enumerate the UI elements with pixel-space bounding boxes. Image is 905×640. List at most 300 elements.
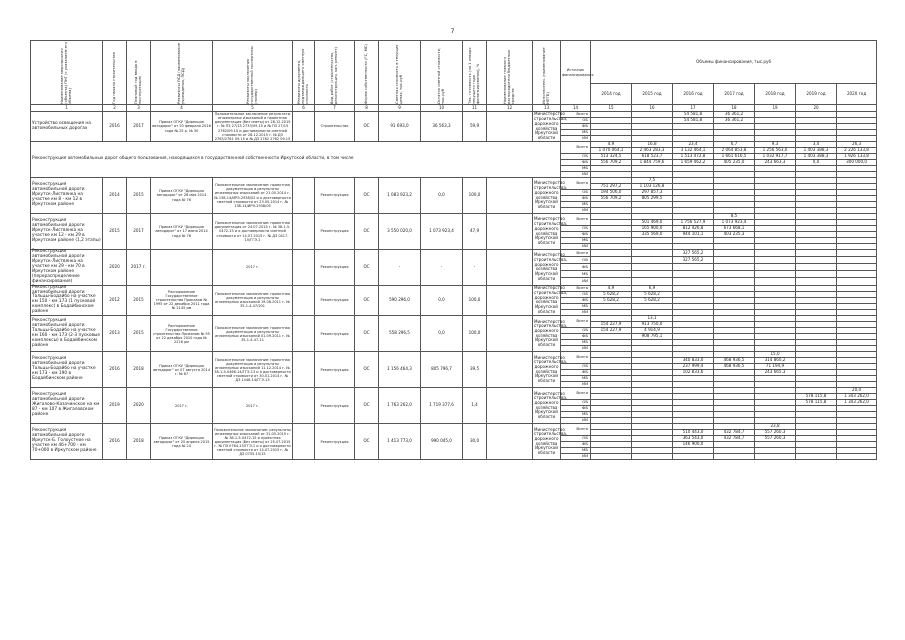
value-cell: 751 297,2	[591, 184, 632, 190]
funding-source: Всего	[561, 388, 591, 400]
header-text: Источник финансирования	[562, 68, 594, 77]
funding-source: ОБ	[561, 364, 591, 370]
responsible-ministry: Министерство строительства, дорожного хозяйства Иркутской области	[533, 214, 561, 250]
object-name: Реконструкция автомобильной дороги Иркутск-Листвянка на участке км 29 - км 70 в Иркутском районе (перераспределение финансирования)	[31, 250, 103, 286]
value-cell: 165 900,0	[632, 226, 673, 232]
value-cell: 146 900,0	[673, 442, 714, 448]
value-cell	[796, 250, 837, 257]
estimated-cost: 590 296,0	[379, 285, 421, 316]
ownership: ОС	[355, 424, 379, 460]
value-cell: 4,9	[591, 285, 632, 291]
header-cell	[315, 41, 355, 105]
header-cell	[379, 41, 421, 105]
cost-document	[293, 388, 315, 424]
column-number: 13	[533, 105, 561, 112]
funding-source: ФБ	[561, 370, 591, 376]
expertise-details: 2017 г.	[213, 388, 293, 424]
ownership: ОС	[355, 285, 379, 316]
value-cell: 5 628,2	[632, 291, 673, 297]
value-cell: 1 403 388,3	[796, 154, 837, 160]
funding-source: ОБ	[561, 118, 591, 124]
start-year: 2013	[103, 316, 127, 352]
column-number: 16	[632, 105, 673, 112]
object-name: Реконструкция автомобильной дороги Тальцы-Бодайбо на участке км 150 - км 173 (1 пусковой комплекс) в Бодайбинском районе	[31, 285, 103, 316]
value-cell	[591, 454, 632, 460]
value-cell	[755, 454, 796, 460]
value-cell	[714, 257, 755, 264]
psd-details: Распоряжение Государственное строительство Приказом № 1995 от 22 декабря 2011 года № 2145 рм	[151, 285, 213, 316]
funding-source: МБ	[561, 271, 591, 278]
column-number: 10	[421, 105, 463, 112]
cost-document	[293, 352, 315, 388]
section-title: Реконструкция автомобильных дорог общего пользования, находящихся в государственной собственности Иркутской области, в том числе	[31, 142, 561, 178]
value-cell: 578 115,8	[796, 400, 837, 406]
header-text: Вид работ (строительство, реконструкция, кап. ремонт)	[330, 47, 339, 104]
funding-source: МБ	[561, 130, 591, 136]
value-cell: 15,0	[755, 352, 796, 358]
funding-source: ОБ	[561, 154, 591, 160]
funding-source: МБ	[561, 376, 591, 382]
column-number: 14	[561, 105, 591, 112]
value-cell: 1 103 126,8	[632, 184, 673, 190]
column-number: 2	[103, 105, 127, 112]
responsible-ministry: Министерство строительства, дорожного хозяйства Иркутской области	[533, 424, 561, 460]
value-cell: 556 709,2	[591, 196, 632, 202]
value-cell: 501 469,0	[632, 220, 673, 226]
value-cell: 102 833,6	[673, 370, 714, 376]
header-cell	[31, 41, 103, 105]
start-year: 2020	[103, 250, 127, 286]
header-cell	[421, 41, 463, 105]
year-header: 2019 год	[796, 84, 837, 105]
funding-source: ФБ	[561, 196, 591, 202]
value-cell: 5 628,2	[591, 291, 632, 297]
funding-source: ФБ	[561, 264, 591, 271]
value-cell: 1 343 262,0	[837, 394, 877, 400]
funding-source: Всего	[561, 424, 591, 436]
work-type: Реконструкция	[315, 178, 355, 214]
value-cell: 1 661 616,5	[714, 154, 755, 160]
start-year: 2016	[103, 424, 127, 460]
value-cell: 8,5	[714, 214, 755, 220]
value-cell: 4,9	[591, 142, 632, 148]
header-cell	[533, 41, 561, 105]
value-cell	[591, 257, 632, 264]
column-number: 17	[673, 105, 714, 112]
ownership: ОС	[355, 316, 379, 352]
value-cell: 1 756 527,9	[673, 220, 714, 226]
value-cell	[673, 264, 714, 271]
funding-source: МБ	[561, 303, 591, 309]
header-text: Исполнитель (наименование НПТБ)	[542, 47, 551, 104]
expertise-details: 2017 г.	[213, 250, 293, 286]
value-cell: 194 506,0	[591, 190, 632, 196]
object-name: Реконструкция автомобильной дороги Иркутск-Листвянка на участке км 8 - км 12 в Иркутском районе	[31, 178, 103, 214]
end-year: 2017	[127, 112, 151, 142]
value-cell: 3,4	[796, 142, 837, 148]
value-cell	[714, 264, 755, 271]
column-number: 8	[355, 105, 379, 112]
start-year: 2014	[103, 178, 127, 214]
readiness: 47,9	[463, 214, 487, 250]
year-header: 2020 год	[837, 84, 877, 105]
value-cell	[673, 278, 714, 285]
funding-source: ИИ	[561, 454, 591, 460]
value-cell	[796, 454, 837, 460]
remaining-cost: 1 719 377,6	[421, 388, 463, 424]
value-cell: 340 833,0	[673, 358, 714, 364]
funding-source: МБ	[561, 412, 591, 418]
start-year: 2016	[103, 352, 127, 388]
value-cell	[837, 264, 877, 271]
header-text: Реквизиты заключения государственной экспертизы (номер)	[246, 46, 259, 104]
header-cell	[127, 41, 151, 105]
value-cell	[632, 454, 673, 460]
value-cell: 26,3	[837, 142, 877, 148]
funding-source: Всего	[561, 285, 591, 291]
object-name: Реконструкция автомобильной дороги Тальцы-Бодайбо на участке км 160 - км 173 (2-3 пусковые комплексы) в Бодайбинском районе	[31, 316, 103, 352]
value-cell: 432 784,7	[714, 436, 755, 442]
page-number: 7	[450, 28, 455, 35]
end-year: 2018	[127, 424, 151, 460]
start-year: 2019	[103, 388, 127, 424]
funding-source: ФБ	[561, 406, 591, 412]
estimated-cost: 91 693,0	[379, 112, 421, 142]
expertise-details: Положительное заключение: проектная документация от 24.07.2015 г. № 38-1-5-0472-15 и о достоверности сметной стоимости от 14.07.2015 г. № ДЗ 0417-15/ГГЭ-1	[213, 214, 293, 250]
funding-source: ИИ	[561, 244, 591, 250]
funding-source: Всего	[561, 250, 591, 257]
value-cell: 23,4	[673, 142, 714, 148]
value-cell	[714, 250, 755, 257]
column-number	[837, 105, 877, 112]
value-cell: 36 361,2	[714, 118, 755, 124]
value-cell	[755, 264, 796, 271]
funding-source: ФБ	[561, 442, 591, 448]
funding-source: ИИ	[561, 172, 591, 178]
start-year: 2012	[103, 285, 127, 316]
header-cell	[487, 41, 533, 105]
value-cell: 1 032 917,7	[755, 154, 796, 160]
funding-source: ФБ	[561, 297, 591, 303]
funding-source: ОБ	[561, 190, 591, 196]
year-header: 2017 год	[714, 84, 755, 105]
value-cell	[796, 264, 837, 271]
end-year: 2015	[127, 178, 151, 214]
value-cell: 16,8	[632, 142, 673, 148]
funding-source: Всего	[561, 142, 591, 154]
end-year: 2015	[127, 285, 151, 316]
value-cell: 944 101,1	[673, 232, 714, 238]
estimated-cost: 1 413 773,0	[379, 424, 421, 460]
value-cell	[837, 278, 877, 285]
funding-source: МБ	[561, 238, 591, 244]
year-header: 2014 год	[591, 84, 632, 105]
value-cell: 297 857,3	[632, 190, 673, 196]
estimated-cost: 1 763 262,0	[379, 388, 421, 424]
header-text: Форма собственности (ГС, МС)	[364, 44, 369, 104]
object-name: Реконструкция автомобильной дороги Жигалово-Казачинское на км 87 - км 107 в Жигаловском районе	[31, 388, 103, 424]
funding-source: Всего	[561, 178, 591, 190]
funding-source: ОБ	[561, 328, 591, 334]
cost-document	[293, 112, 315, 142]
value-cell: 1 844 759,6	[632, 160, 673, 166]
psd-details	[151, 250, 213, 286]
psd-details: Распоряжение Государственное строительство Приказом № 95 от 22 декабря 2010 года № 2216 рм	[151, 316, 213, 352]
value-cell: 556 709,2	[591, 160, 632, 166]
value-cell: 812 426,8	[673, 226, 714, 232]
value-cell: 327 565,2	[673, 250, 714, 257]
value-cell: 4 914,9	[632, 328, 673, 334]
value-cell	[837, 250, 877, 257]
value-cell	[837, 257, 877, 264]
estimated-cost: 3 550 020,0	[379, 214, 421, 250]
value-cell: 3 132 464,1	[673, 148, 714, 154]
expertise-details: Положительное заключение: результаты инженерных изысканий от 31.05.2015 г. № 38-1-5-0472-15 и проектная документация (без сметы) от 25.07.2015 г. № ПЗ 0764-15/ГГЭ-1 и о достоверности сметной стоимости от 14.07.2015 г. № ДЗ 0755-15/15	[213, 424, 293, 460]
readiness: 39,5	[463, 352, 487, 388]
work-type: Реконструкция	[315, 250, 355, 286]
value-cell	[714, 271, 755, 278]
value-cell: 1 073 923,4	[714, 220, 755, 226]
value-cell: 510 443,0	[673, 430, 714, 436]
value-cell	[632, 271, 673, 278]
funding-source: МБ	[561, 166, 591, 172]
cost-document	[293, 316, 315, 352]
value-cell: 557 260,3	[755, 436, 796, 442]
readiness: 100,0	[463, 285, 487, 316]
funding-source: ОБ	[561, 436, 591, 442]
responsible-ministry: Министерство строительства, дорожного хозяйства Иркутской области	[533, 388, 561, 424]
value-cell	[714, 454, 755, 460]
readiness: 59,9	[463, 112, 487, 142]
header-text: Тех. готовность (на 1 января текущего года финансирования), %	[468, 47, 481, 104]
value-cell: 1 256 563,0	[755, 148, 796, 154]
value-cell: 1 926 133,8	[837, 154, 877, 160]
ownership: ОС	[355, 388, 379, 424]
estimated-cost: 1 156 464,3	[379, 352, 421, 388]
work-type: Реконструкция	[315, 316, 355, 352]
blank-cell	[487, 112, 533, 142]
funding-source: ОБ	[561, 226, 591, 232]
column-number: 15	[591, 105, 632, 112]
readiness: 100,0	[463, 178, 487, 214]
responsible-ministry: Министерство строительства, дорожного хозяйства Иркутской области	[534, 111, 568, 140]
psd-details: 2017 г.	[151, 388, 213, 424]
header-text: Плановый год ввода в эксплуатацию	[134, 60, 143, 104]
header-cell	[293, 41, 315, 105]
object-name: Реконструкция автомобильной дороги Иркутск-Листвянка на участке км 12 - км 29 в Иркутском районе (1,2 этапы)	[31, 214, 103, 250]
work-type: Реконструкция	[315, 388, 355, 424]
funding-source: ИИ	[561, 136, 591, 142]
year-header: 2016 год	[673, 84, 714, 105]
remaining-cost: 0,0	[421, 285, 463, 316]
cost-document	[293, 178, 315, 214]
value-cell: 1 513 472,8	[673, 154, 714, 160]
value-cell: 1 070 064,1	[591, 148, 632, 154]
header-text: Наименование главного распорядителя бюджетных средств	[503, 49, 516, 104]
column-number: 1	[31, 105, 103, 112]
header-text: Год начала строительства	[112, 52, 117, 104]
value-cell	[837, 271, 877, 278]
header-cell	[151, 41, 213, 105]
value-cell	[632, 257, 673, 264]
funding-source: Всего	[561, 214, 591, 226]
value-cell	[632, 278, 673, 285]
value-cell	[755, 250, 796, 257]
header-text: Сметная стоимость в текущих ценах, тыс.руб	[395, 44, 404, 104]
psd-details: Приказ ОГКУ "Дирекция автодорог" от 07 августа 2014 г. № 67	[151, 352, 213, 388]
remaining-cost: 0,0	[421, 316, 463, 352]
value-cell: 432 784,7	[714, 430, 755, 436]
blank-cell	[487, 424, 533, 460]
end-year: 2017 г.	[127, 250, 151, 286]
value-cell	[714, 278, 755, 285]
value-cell: 405 235,0	[714, 160, 755, 166]
header-text: Реквизиты документа, подтверждающего сметную стоимость	[297, 48, 310, 104]
responsible-ministry: Министерство строительства, дорожного хозяйства Иркутской области	[533, 178, 561, 214]
value-cell	[796, 257, 837, 264]
end-year: 2020	[127, 388, 151, 424]
blank-cell	[487, 316, 533, 352]
readiness: 100,0	[463, 316, 487, 352]
blank-cell	[487, 250, 533, 286]
work-type: Реконструкция	[315, 352, 355, 388]
estimated-cost: -	[379, 250, 421, 286]
psd-details: Приказ ОГКУ "Дирекция автодорог" от 17 июня 2014 года № 76	[151, 214, 213, 250]
value-cell: 300 000,0	[837, 160, 877, 166]
value-cell: 908 795,1	[632, 334, 673, 340]
value-cell: 1 659 462,2	[673, 160, 714, 166]
end-year: 2018	[127, 352, 151, 388]
value-cell	[837, 454, 877, 460]
column-number: 12	[487, 105, 533, 112]
expertise-details: Положительное заключение: проектная документация и результаты инженерных изысканий 11.12.2014 г. № 38-1-5-0466-14/ГГЭ-13 и о достоверности сметной стоимости от 30.01.2014 г. № ДЗ 1448-14/ГГЭ-13	[213, 352, 293, 388]
object-name: Реконструкция автомобильной дороги Иркутск-Б. Голоустное на участке км 46+700 - км 70+000 в Иркутском районе	[31, 424, 103, 460]
column-number: 3	[127, 105, 151, 112]
funding-source: ИИ	[561, 278, 591, 285]
value-cell: 2 463 283,3	[632, 148, 673, 154]
column-number: 11	[463, 105, 487, 112]
estimated-cost: 558 296,5	[379, 316, 421, 352]
readiness: -	[463, 250, 487, 286]
value-cell	[591, 278, 632, 285]
value-cell: 243 663,3	[755, 160, 796, 166]
ownership: ОС	[355, 250, 379, 286]
funding-source: ОБ	[561, 291, 591, 297]
header-text: Остаток сметной стоимости, тыс.руб	[437, 47, 446, 104]
funding-source: МБ	[561, 340, 591, 346]
work-type: Реконструкция	[315, 285, 355, 316]
funding-source: ФБ	[561, 334, 591, 340]
object-name: Реконструкция автомобильной дороги Тальцы-Бодайбо на участке км 173 - км 190 в Бодайбинском районе	[31, 352, 103, 388]
work-type: Реконструкция	[315, 424, 355, 460]
blank-cell	[487, 178, 533, 214]
funding-source: ОБ	[561, 257, 591, 264]
start-year: 2016	[103, 112, 127, 142]
column-number: 5	[213, 105, 293, 112]
funding-source: ИИ	[561, 418, 591, 424]
object-name: Устройство освещения на автомобильных дорогах	[31, 112, 103, 142]
remaining-cost: -	[421, 250, 463, 286]
blank-cell	[487, 285, 533, 316]
header-cell	[103, 41, 127, 105]
psd-details: Приказ ОГКУ "Дирекция автодорог" от 20 февраля 2016 года № 25 р, № 30	[151, 112, 213, 142]
value-cell: 7,5	[632, 178, 673, 184]
responsible-ministry: Министерство строительства, дорожного хозяйства Иркутской области	[534, 285, 568, 314]
value-cell: 327 565,2	[673, 257, 714, 264]
psd-details: Приказ ОГКУ "Дирекция автодорог" от 28 мая 2014 года № 76	[151, 178, 213, 214]
value-cell: 237 999,4	[673, 364, 714, 370]
column-number: 7	[315, 105, 355, 112]
header-cell	[561, 41, 594, 105]
value-cell: 71 194,9	[755, 364, 796, 370]
responsible-ministry: Министерство строительства, дорожного хозяйства Иркутской области	[533, 250, 561, 286]
value-cell	[755, 271, 796, 278]
value-cell	[755, 278, 796, 285]
value-cell: 335 569,0	[632, 232, 673, 238]
ownership: ОС	[355, 352, 379, 388]
funding-source: Всего	[561, 352, 591, 364]
responsible-ministry: Министерство строительства, дорожного хозяйства Иркутской области	[533, 352, 561, 388]
end-year: 2015	[127, 316, 151, 352]
column-number: 4	[151, 105, 213, 112]
value-cell: 13,1	[632, 316, 673, 322]
year-header: 2018 год	[755, 84, 796, 105]
work-type: Строительство	[315, 112, 355, 142]
column-number: 6	[293, 105, 315, 112]
value-cell: 54 581,8	[673, 118, 714, 124]
cost-document	[293, 214, 315, 250]
value-cell: 578 115,8	[796, 394, 837, 400]
value-cell: 154 227,9	[591, 328, 632, 334]
funding-source: Всего	[561, 316, 591, 328]
value-cell: 0,0	[796, 160, 837, 166]
readiness: 30,0	[463, 424, 487, 460]
expertise-details: Положительное заключение: проектная документация и результаты инженерных изысканий 01.09.2011 г. № 35-1-4-47-11	[213, 316, 293, 352]
year-header: 2015 год	[632, 84, 673, 105]
value-cell: 6,7	[714, 142, 755, 148]
remaining-cost: 805 796,7	[421, 352, 463, 388]
expertise-details: Положительное заключение: проектная документация и результаты инженерных изысканий 19.08.2011 г. № 35-1-4-47/201	[213, 285, 293, 316]
value-cell: 54 581,8	[673, 112, 714, 118]
blank-cell	[487, 352, 533, 388]
funding-source: МБ	[561, 202, 591, 208]
work-type: Реконструкция	[315, 214, 355, 250]
value-cell: 5 628,2	[591, 297, 632, 303]
funding-source: МБ	[561, 448, 591, 454]
cost-document	[293, 424, 315, 460]
responsible-ministry: Министерство строительства, дорожного хозяйства Иркутской области	[533, 316, 561, 352]
remaining-cost: 1 073 923,4	[421, 214, 463, 250]
value-cell: 805 299,5	[632, 196, 673, 202]
funding-source: ИИ	[561, 208, 591, 214]
value-cell	[673, 271, 714, 278]
ownership: ОС	[355, 112, 379, 142]
volume-header: Объемы финансирования, тыс.руб	[591, 41, 877, 84]
remaining-cost: 36 563,3	[421, 112, 463, 142]
funding-source: Всего	[561, 112, 591, 118]
financing-table	[30, 40, 877, 460]
column-number: 19	[755, 105, 796, 112]
header-cell	[463, 41, 487, 105]
value-cell: 20,0	[837, 388, 877, 394]
value-cell	[796, 271, 837, 278]
value-cell: 363 543,0	[673, 436, 714, 442]
remaining-cost: 0,0	[421, 178, 463, 214]
value-cell	[673, 454, 714, 460]
funding-source: ФБ	[561, 124, 591, 130]
value-cell: 6,9	[632, 285, 673, 291]
value-cell: 9,3	[755, 142, 796, 148]
